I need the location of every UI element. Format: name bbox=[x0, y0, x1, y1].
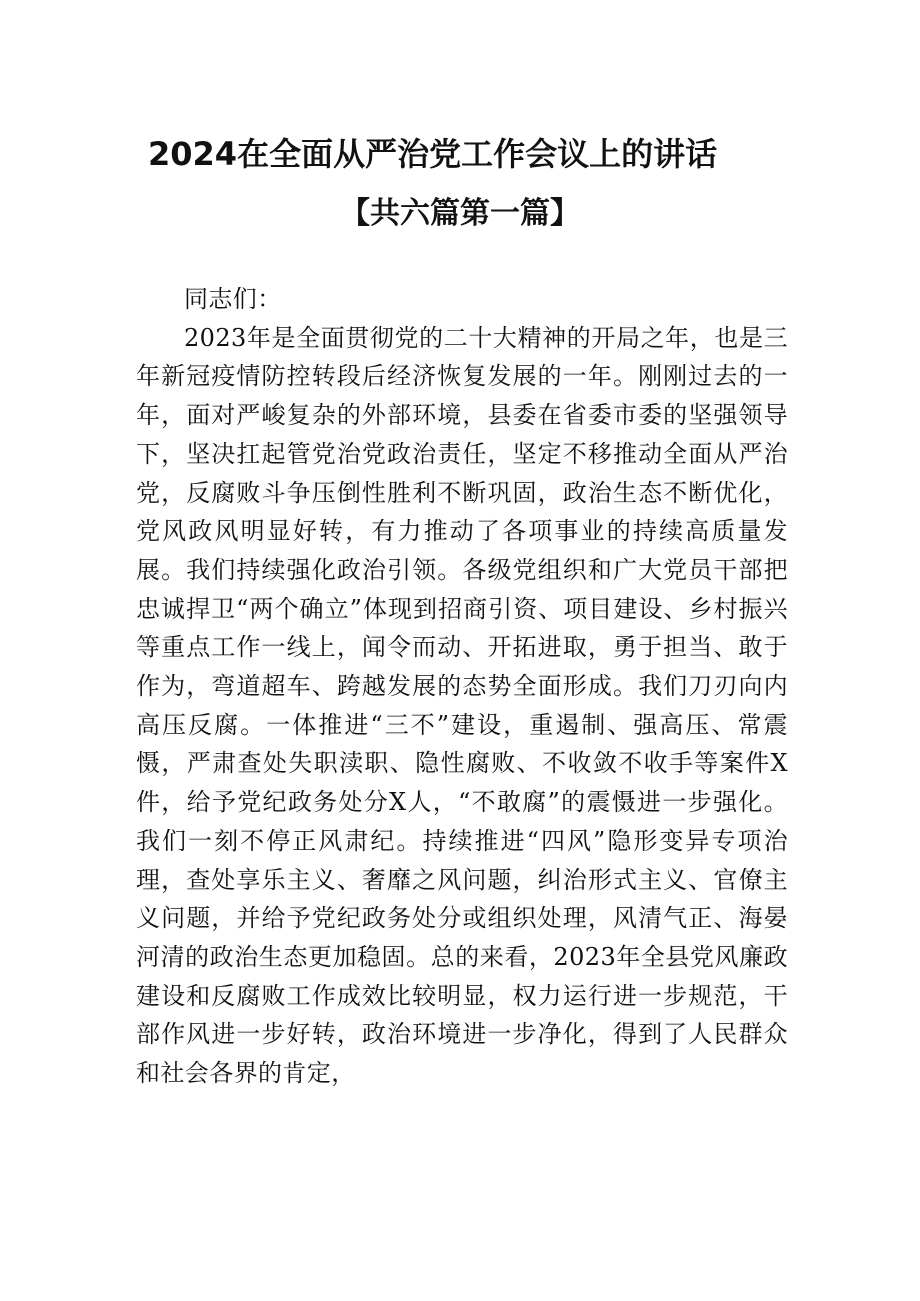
document-body bbox=[136, 280, 788, 1093]
body-paragraph: 2023年是全面贯彻党的二十大精神的开局之年，也是三年新冠疫情防控转段后经济恢复发展的一年。刚刚过去的一年，面对严峻复杂的外部环境，县委在省委市委的坚强领导下，坚决扛起管党治党政治责任，坚定不移推动全面从严治党，反腐败斗争压倒性胜利不断巩固，政治生态不断优化，党风政风明显好转，有力推动了各项事业的持续高质量发展。我们持续强化政治引领。各级党组织和广大党员干部把忠诚捍卫“两个确立”体现到招商引资、项目建设、乡村振兴等重点工作一线上，闻令而动、开拓进取，勇于担当、敢于作为，弯道超车、跨越发展的态势全面形成。我们刀刃向内高压反腐。一体推进“三不”建设，重遏制、强高压、常震慑，严肃查处失职渎职、隐性腐败、不收敛不收手等案件X件，给予党纪政务处分X人，“不敢腐”的震慑进一步强化。我们一刻不停正风肃纪。持续推进“四风”隐形变异专项治理，查处享乐主义、奢靡之风问题，纠治形式主义、官僚主义问题，并给予党纪政务处分或组织处理，风清气正、海晏河清的政治生态更加稳固。总的来看，2023年全县党风廉政建设和反腐败工作成效比较明显，权力运行进一步规范，干部作风进一步好转，政治环境进一步净化，得到了人民群众和社会各界的肯定， bbox=[136, 323, 788, 1088]
salutation: 同志们： bbox=[184, 285, 282, 313]
document-subtitle: 【共六篇第一篇】 bbox=[340, 196, 580, 231]
document-title: 2024在全面从严治党工作会议上的讲话 bbox=[148, 135, 718, 173]
